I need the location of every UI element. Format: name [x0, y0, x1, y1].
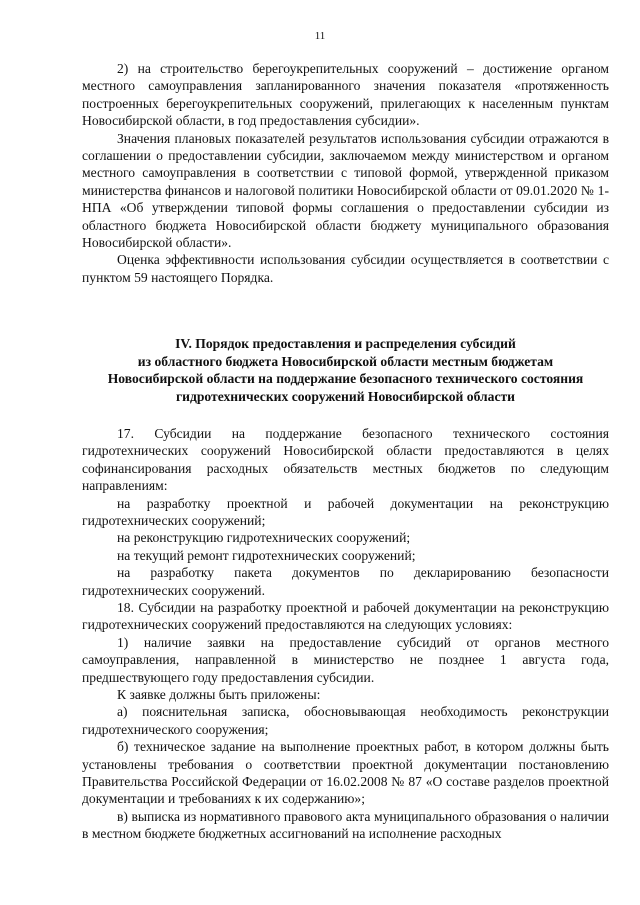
section-heading-line-2: из областного бюджета Новосибирской области местным бюджетам: [137, 353, 554, 369]
list-item-safety-declaration: на разработку пакета документов по декларированию безопасности гидротехнических сооружений.: [82, 565, 609, 598]
section-heading: [82, 335, 609, 405]
paragraph-item-17: 17. Субсидии на поддержание безопасного технического состояния гидротехнических сооружений Новосибирской области предоставляются в целях софинансирования расходных обязательств местных бюджетов по следующим направлениям:: [82, 425, 609, 494]
paragraph-efficiency-evaluation: Оценка эффективности использования субсидии осуществляется в соответствии с пунктом 59 настоящего Порядка.: [82, 252, 609, 285]
section-heading-line-3: Новосибирской области на поддержание безопасного технического состояния: [107, 371, 584, 387]
list-item-reconstruction: на реконструкцию гидротехнических сооружений;: [117, 530, 411, 546]
section-heading-line-1: IV. Порядок предоставления и распределения субсидий: [175, 336, 516, 352]
paragraph-attachment-b: б) техническое задание на выполнение проектных работ, в котором должны быть установлены требования о соответствии проектной документации постановлению Правительства Российской Федерации от 16.02.2008 № 87 «О составе разделов проектной документации и требованиях к их содержанию»;: [82, 739, 609, 807]
document-body: [82, 60, 609, 843]
paragraph-planned-indicators: Значения плановых показателей результатов использования субсидии отражаются в соглашении о предоставлении субсидии, заключаемом между министерством и органом местного самоуправления в соответствии с типовой формой, утвержденной приказом министерства финансов и налоговой политики Новосибирской области от 09.01.2020 № 1-НПА «Об утверждении типовой формы соглашения о предоставлении субсидии из областного бюджета Новосибирской области бюджету муниципального образования Новосибирской области».: [82, 130, 609, 251]
paragraph-attachment-a: а) пояснительная записка, обосновывающая необходимость реконструкции гидротехнического сооружения;: [82, 704, 609, 737]
paragraph-condition-1: 1) наличие заявки на предоставление субсидий от органов местного самоуправления, направленной в министерство не позднее 1 августа года, предшествующего году предоставления субсидии.: [82, 634, 609, 685]
paragraph-item-18: 18. Субсидии на разработку проектной и рабочей документации на реконструкцию гидротехнических сооружений предоставляются на следующих условиях:: [82, 599, 609, 633]
paragraph-item-2-construction: 2) на строительство берегоукрепительных сооружений – достижение органом местного самоуправления запланированного значения показателя «протяженность построенных берегоукрепительных сооружений, прилегающих к населенным пунктам Новосибирской области, в год предоставления субсидии».: [82, 61, 609, 129]
paragraph-attachments-intro: К заявке должны быть приложены:: [117, 687, 321, 702]
list-item-current-repair: на текущий ремонт гидротехнических сооружений;: [117, 547, 416, 563]
page-number: 11: [314, 30, 326, 42]
paragraph-attachment-c: в) выписка из нормативного правового акта муниципального образования о наличии в местном бюджете бюджетных ассигнований на исполнение расходных: [82, 808, 609, 842]
list-item-design-documentation: на разработку проектной и рабочей документации на реконструкцию гидротехнических сооружений;: [82, 495, 609, 528]
section-heading-line-4: гидротехнических сооружений Новосибирской области: [175, 388, 516, 404]
